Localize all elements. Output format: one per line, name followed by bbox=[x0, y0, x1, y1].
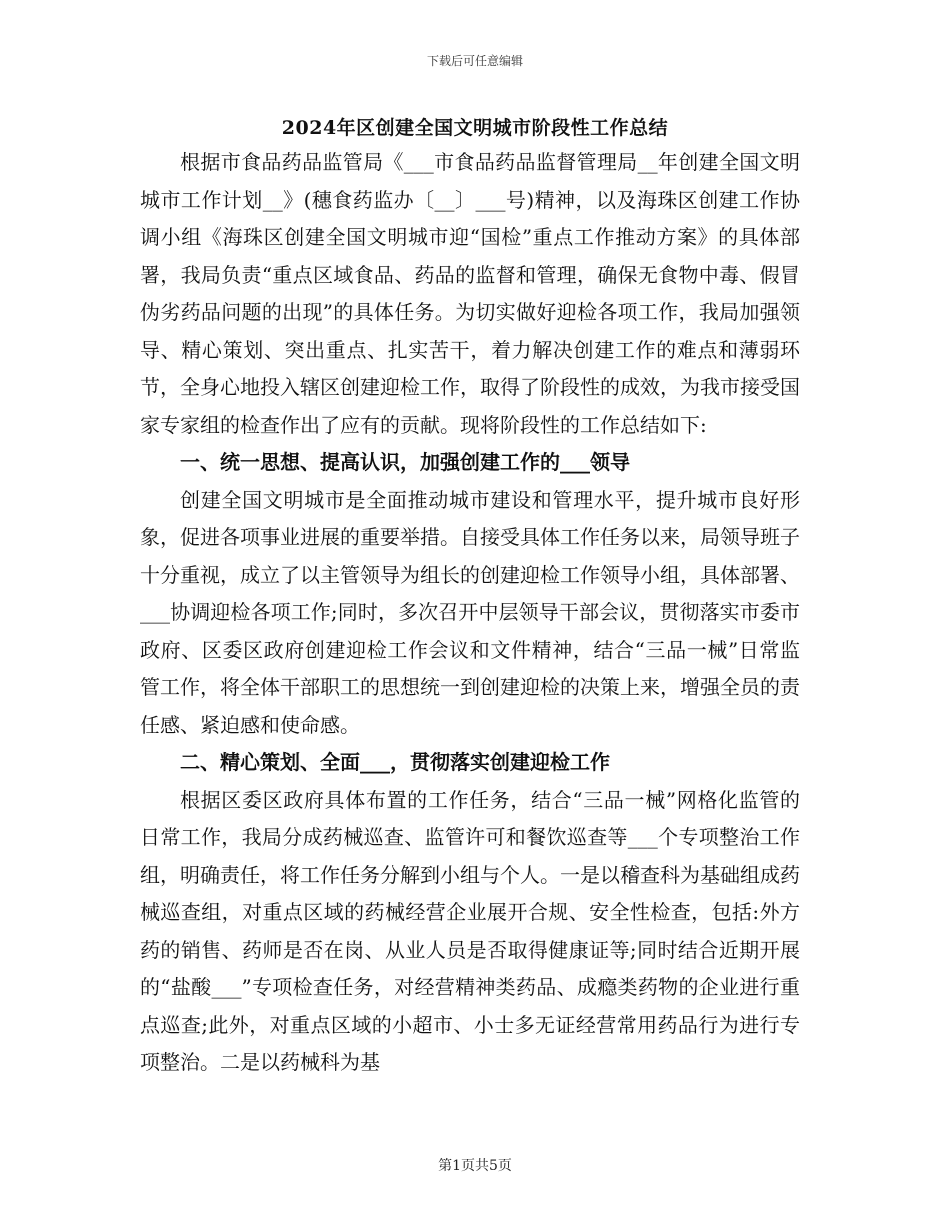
section-1-paragraph: 创建全国文明城市是全面推动城市建设和管理水平，提升城市良好形象，促进各项事业进展的重要举措。自接受具体工作任务以来，局领导班子十分重视，成立了以主管领导为组长的创建迎检工作领导小组，具体部署、___协调迎检各项工作;同时，多次召开中层领导干部会议，贯彻落实市委市政府、区委区政府创建迎检工作会议和文件精神，结合“三品一械”日常监管工作，将全体干部职工的思想统一到创建迎检的决策上来，增强全员的责任感、紧迫感和使命感。 bbox=[140, 487, 800, 737]
section-2-paragraph: 根据区委区政府具体布置的工作任务，结合“三品一械”网格化监管的日常工作，我局分成药械巡查、监管许可和餐饮巡查等___个专项整治工作组，明确责任，将工作任务分解到小组与个人。一是以稽查科为基础组成药械巡查组，对重点区域的药械经营企业展开合规、安全性检查，包括:外方药的销售、药师是否在岗、从业人员是否取得健康证等;同时结合近期开展的“盐酸___”专项检查任务，对经营精神类药品、成瘾类药物的企业进行重点巡查;此外，对重点区域的小超市、小士多无证经营常用药品行为进行专项整治。二是以药械科为基 bbox=[140, 787, 800, 1074]
section-1-heading: 一、统一思想、提高认识，加强创建工作的___领导 bbox=[180, 450, 630, 474]
section-2-heading: 二、精心策划、全面___，贯彻落实创建迎检工作 bbox=[180, 750, 610, 774]
document-title: 2024年区创建全国文明城市阶段性工作总结 bbox=[281, 117, 669, 139]
document-body bbox=[140, 144, 800, 1082]
header-note: 下载后可任意编辑 bbox=[426, 54, 523, 68]
page-number: 第1页共5页 bbox=[438, 1158, 512, 1174]
intro-paragraph: 根据市食品药品监管局《___市食品药品监督管理局__年创建全国文明城市工作计划__》(穗食药监办〔__〕___号)精神，以及海珠区创建工作协调小组《海珠区创建全国文明城市迎“国检”重点工作推动方案》的具体部署，我局负责“重点区域食品、药品的监督和管理，确保无食物中毒、假冒伪劣药品问题的出现”的具体任务。为切实做好迎检各项工作，我局加强领导、精心策划、突出重点、扎实苦干，着力解决创建工作的难点和薄弱环节，全身心地投入辖区创建迎检工作，取得了阶段性的成效，为我市接受国家专家组的检查作出了应有的贡献。现将阶段性的工作总结如下: bbox=[140, 150, 800, 437]
